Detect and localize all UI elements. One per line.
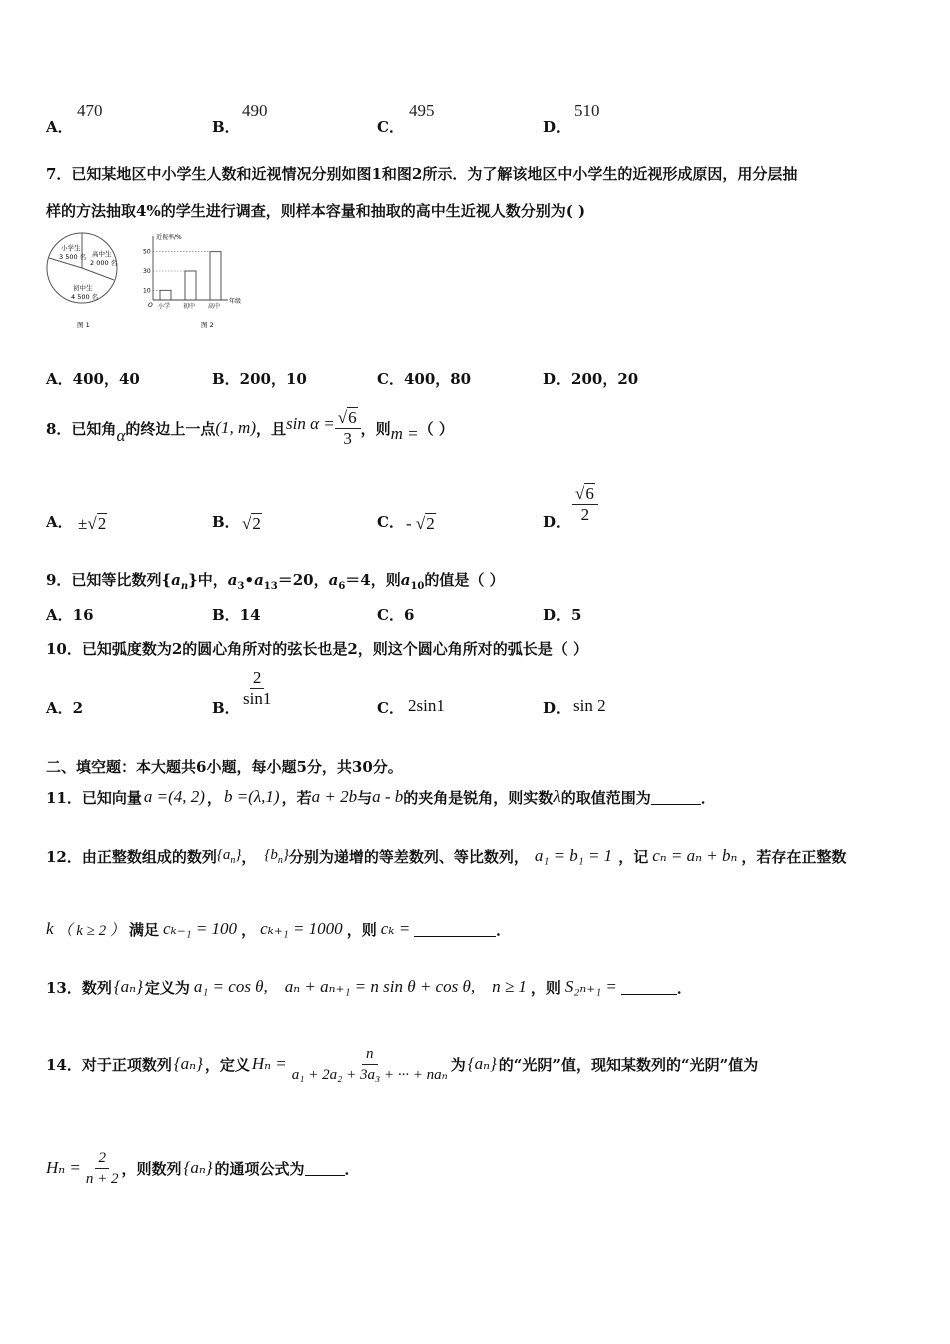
q8-question	[46, 400, 454, 456]
q6-option-a-label: A．	[46, 118, 73, 136]
pie-count-primary: 3 500 名	[59, 253, 87, 261]
q6-option-b-label: B．	[212, 118, 240, 136]
q6-option-c-value: 495	[409, 101, 435, 120]
bar-tick-label: 10	[143, 287, 151, 295]
q12-answer-blank	[414, 922, 496, 937]
q8-m-expr: m =	[390, 424, 419, 443]
q8-mid: 的终边上一点	[125, 419, 216, 438]
q10-option-d-value: sin 2	[573, 696, 606, 715]
q8-option-d-label: D．	[543, 513, 572, 531]
q9-question: 9．已知等比数列$\{a_n\}$中，$a_3•a_{13}=20$，$a_6=4$，则$a_{10}$的值是（ ）	[46, 571, 505, 592]
q12-line2: k （ k ≥ 2 ） 满足 cₖ₋₁ = 100 ， cₖ₊₁ = 1000 ，则 cₖ = ．	[46, 919, 512, 939]
pie-label-junior: 初中生	[73, 284, 93, 292]
q9-option-b: B．14	[212, 606, 261, 624]
q12-seq-b: $\{b_n\}$	[264, 846, 289, 866]
q7-option-c: C．400，80	[377, 370, 472, 388]
pie-count-high: 2 000 名	[90, 259, 118, 267]
q11-b-vec: b =(λ,1)	[223, 787, 280, 806]
bar-category-label: 初中	[183, 303, 196, 310]
q8-option-a-label: A．	[46, 513, 73, 531]
q10-question: 10．已知弧度数为2的圆心角所对的弦长也是2，则这个圆心角所对的弧长是（ ）	[46, 640, 588, 658]
q8-alpha: α	[116, 426, 126, 445]
bar-chart-figure-2	[143, 233, 241, 329]
q8-sqrt-num: 6	[348, 407, 357, 427]
q10-option-a-value: 2	[72, 699, 84, 717]
q9-option-c: C．6	[377, 606, 415, 624]
q7-option-d: D．200，20	[543, 370, 639, 388]
q11-question: 11．已知向量 a =(4, 2) ， b =(λ,1) ，若 a + 2b 与 a - b 的夹角是锐角，则实数 λ 的取值范围为 ．	[46, 787, 716, 807]
q10-option-d-label: D．	[543, 699, 572, 717]
q8-option-a-value: ±√2	[78, 514, 107, 533]
q8-tail: （ ）	[418, 419, 454, 438]
bar-tick-label: 50	[143, 248, 151, 256]
q11-a-vec: a =(4, 2)	[143, 787, 205, 806]
q13-question: 13．数列 {aₙ} 定义为 a₁ = cos θ, aₙ + aₙ₊₁ = n sin θ + cos θ, n ≥ 1 ，则 S₂ₙ₊₁ = ．	[46, 977, 692, 997]
q8-option-b-label: B．	[212, 513, 240, 531]
bar-2	[185, 271, 196, 300]
q10-option-c-label: C．	[377, 699, 404, 717]
pie-divider-3	[82, 268, 114, 280]
q14-line2: Hₙ = $\frac{2}{n + 2}$ ，则数列 {aₙ} 的通项公式为 ．	[46, 1149, 360, 1187]
q12-seq-a: $\{a_n\}$	[216, 846, 242, 866]
q14-fraction: $\frac{n}{\text{a₁ + 2a₂ + 3a₃ + ··· + naₙ}}$	[291, 1045, 448, 1083]
q9-option-d: D．5	[543, 606, 582, 624]
q7-line2: 样的方法抽取4%的学生进行调查，则样本容量和抽取的高中生近视人数分别为( )	[46, 202, 586, 220]
q6-option-c-label: C．	[377, 118, 404, 136]
q6-option-b-value: 490	[242, 101, 268, 120]
q6-option-a-value: 470	[77, 101, 103, 120]
q10-option-b-label: B．	[212, 699, 240, 717]
pie-chart-figure-1	[47, 233, 117, 329]
q8-mid2: ，且	[256, 419, 287, 438]
pie-label-primary: 小学生	[61, 244, 81, 252]
q8-den: 3	[343, 428, 352, 448]
bar-category-label: 小学	[158, 303, 171, 310]
q9-option-a: A．16	[46, 606, 94, 624]
bar-xlabel: 年级	[229, 298, 242, 305]
q6-option-d-value: 510	[574, 101, 600, 120]
bar-1	[160, 290, 171, 300]
q8-fraction: $\frac{√6}{3}$	[335, 408, 361, 449]
q8-mid3: ，则	[360, 419, 391, 438]
q14-answer-blank	[305, 1161, 345, 1176]
q7-option-a: A．400，40	[46, 370, 140, 388]
q8-option-c-label: C．	[377, 513, 404, 531]
q8-option-d-value: $\frac{√6}{2}$	[572, 484, 598, 525]
q13-answer-blank	[621, 980, 677, 995]
q10-option-c-value: 2sin1	[408, 696, 445, 715]
q8-option-c-value: - √2	[406, 514, 435, 533]
q10-option-b-value: $\frac{2}{\sin 1}$	[243, 668, 272, 708]
pie-caption: 图 1	[77, 321, 90, 329]
section-heading: 二、填空题：本大题共6小题，每小题5分，共30分。	[46, 758, 403, 776]
q7-figures	[40, 228, 250, 338]
bar-tick-label: 30	[143, 268, 151, 275]
pie-label-high: 高中生	[92, 250, 112, 258]
q7-line1: 7．已知某地区中小学生人数和近视情况分别如图1和图2所示．为了解该地区中小学生的近视形成原因，用分层抽	[46, 165, 798, 183]
q7-option-b: B．200，10	[212, 370, 307, 388]
bar-3	[210, 252, 221, 300]
bar-category-label: 高中	[208, 303, 221, 310]
q8-option-b-value: √2	[242, 514, 261, 533]
bar-origin: O	[148, 302, 153, 309]
q6-option-d-label: D．	[543, 118, 572, 136]
q8-point: (1, m)	[215, 418, 256, 437]
q12-line1: 12．由正整数组成的数列 $\{a_n\}$ ， $\{b_n\}$ 分别为递增的等差数列、等比数列， a₁ = b₁ = 1 ，记 cₙ = aₙ + bₙ ，若存在正整数	[46, 846, 847, 866]
q8-sin-expr: sin α =	[286, 414, 335, 433]
pie-count-junior: 4 500 名	[71, 293, 99, 301]
bar-ylabel: 近视率/%	[156, 234, 182, 241]
bar-caption: 图 2	[201, 321, 214, 329]
q14-fraction-2: $\frac{2}{n + 2}$	[85, 1149, 119, 1187]
q8-prefix: 8．已知角	[46, 419, 117, 438]
q10-option-a-label: A．	[46, 699, 73, 717]
q14-line1: 14．对于正项数列 {aₙ} ，定义 Hₙ = $\frac{n}{\text{a₁ + 2a₂ + 3a₃ + ··· + naₙ}}$ 为 {aₙ} 的“光阴”值，现知某数列的“光阴”值为	[46, 1045, 759, 1083]
q11-answer-blank	[651, 790, 701, 805]
